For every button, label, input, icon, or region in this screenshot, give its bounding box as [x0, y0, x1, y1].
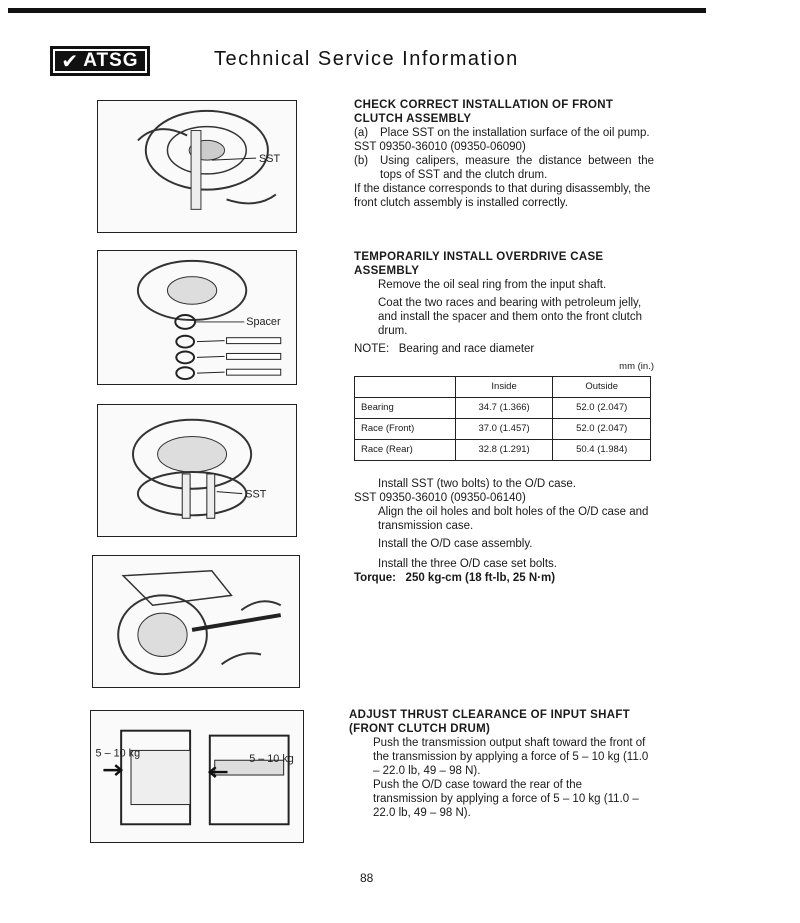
section2-heading: TEMPORARILY INSTALL OVERDRIVE CASE ASSEMBLY [354, 251, 604, 277]
page-title: Technical Service Information [214, 48, 519, 70]
figure-torque-bolts [92, 555, 300, 688]
table-cell: Race (Rear) [355, 440, 456, 461]
page-number: 88 [360, 871, 374, 885]
table-cell: 52.0 (2.047) [553, 419, 651, 440]
section2-p2: Coat the two races and bearing with petroleum jelly, and install the spacer and them onto the front clutch drum. [378, 297, 643, 337]
section3-p1: Push the transmission output shaft toward the front of the transmission by applying a force of 5 – 10 kg (11.0 – 22.0 lb, 49 – 98 N). [373, 737, 649, 777]
figure-races-bearing [97, 250, 297, 385]
section-check-clutch [354, 98, 654, 210]
table-cell: 32.8 (1.291) [455, 440, 553, 461]
table-row [355, 398, 651, 419]
torque-value: 250 kg-cm (18 ft-lb, 25 N·m) [405, 572, 556, 584]
table-cell: 34.7 (1.366) [455, 398, 553, 419]
top-rule [8, 8, 706, 13]
section2-sst: SST 09350-36010 (09350-06140) [354, 492, 526, 504]
fig5-label-left: 5 – 10 kg [95, 747, 141, 760]
section2-p1: Remove the oil seal ring from the input shaft. [378, 279, 607, 291]
note-label: NOTE: [354, 343, 390, 355]
section2-p5: Install the O/D case assembly. [378, 538, 533, 550]
table-header-row [355, 377, 651, 398]
table-cell: Race (Front) [355, 419, 456, 440]
note-text: Bearing and race diameter [398, 343, 535, 355]
torque-label: Torque: [354, 572, 396, 584]
step-b-text: Using calipers, measure the distance between the tops of SST and the clutch drum. [380, 155, 654, 181]
section1-note: If the distance corresponds to that during disassembly, the front clutch assembly is installed correctly. [354, 183, 651, 209]
table-header: Inside [455, 377, 553, 398]
table-row [355, 440, 651, 461]
atsg-logo [50, 46, 150, 76]
section3-p2: Push the O/D case toward the rear of the transmission by applying a force of 5 – 10 kg (11.0 – 22.0 lb, 49 – 98 N). [373, 779, 639, 819]
section2-p4: Align the oil holes and bolt holes of the O/D case and transmission case. [378, 506, 649, 532]
diameter-table [354, 376, 651, 461]
table-cell: 50.4 (1.984) [553, 440, 651, 461]
table-header [355, 377, 456, 398]
step-a-label: (a) [354, 127, 369, 139]
figure-clutch-sst [97, 100, 297, 233]
figure-thrust-clearance [90, 710, 304, 843]
checkmark-icon: ✔ [61, 50, 80, 73]
logo-text: ATSG [83, 50, 139, 71]
section2-p6: Install the three O/D case set bolts. [378, 558, 557, 570]
section1-sst: SST 09350-36010 (09350-06090) [354, 141, 526, 153]
table-cell: 37.0 (1.457) [455, 419, 553, 440]
unit-label: mm (in.) [619, 361, 654, 372]
fig5-label-right: 5 – 10 kg [249, 753, 294, 766]
fig3-label: SST [245, 488, 267, 501]
figure-od-case-sst [97, 404, 297, 537]
fig1-label: SST [259, 153, 281, 166]
section-install-od-case [354, 250, 654, 585]
step-a-text: Place SST on the installation surface of the oil pump. [380, 127, 650, 139]
table-header: Outside [553, 377, 651, 398]
table-cell: 52.0 (2.047) [553, 398, 651, 419]
section1-heading: CHECK CORRECT INSTALLATION OF FRONT CLUTCH ASSEMBLY [354, 99, 614, 125]
section3-heading: ADJUST THRUST CLEARANCE OF INPUT SHAFT (FRONT CLUTCH DRUM) [349, 709, 631, 735]
table-row [355, 419, 651, 440]
step-b-label: (b) [354, 155, 369, 167]
section-thrust-clearance [349, 708, 649, 820]
section2-p3: Install SST (two bolts) to the O/D case. [378, 478, 576, 490]
fig2-label: Spacer [246, 315, 281, 328]
table-cell: Bearing [355, 398, 456, 419]
